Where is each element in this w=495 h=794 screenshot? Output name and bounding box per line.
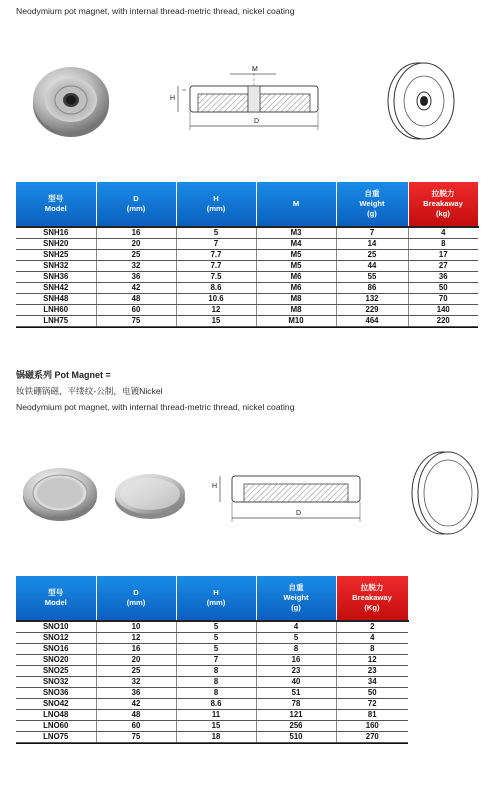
table-cell: 132: [336, 294, 408, 305]
table-cell: 14: [336, 239, 408, 250]
table-cell: SNH32: [16, 261, 96, 272]
table-cell: 12: [176, 305, 256, 316]
table-cell: 36: [408, 272, 478, 283]
spec-table-pot: [16, 576, 408, 744]
table-cell: 4: [256, 621, 336, 633]
table-cell: 8: [408, 239, 478, 250]
pot-section-diagram: [210, 466, 382, 526]
table-row: [16, 239, 478, 250]
diagram-label-m: M: [252, 66, 258, 73]
table-cell: 5: [176, 227, 256, 239]
col2-weight: 自重 Weight (g): [256, 576, 336, 621]
table-cell: SNH16: [16, 227, 96, 239]
table-cell: 7: [176, 655, 256, 666]
section-subtitle-en: Neodymium pot magnet, with internal thread-metric thread, nickel coating: [16, 402, 295, 412]
table-cell: 34: [336, 677, 408, 688]
pot-magnet-face-photo: [20, 466, 100, 522]
col2-model: 型号 Model: [16, 576, 96, 621]
col-breakaway: 拉脱力 Breakaway (kg): [408, 182, 478, 227]
table-cell: 4: [336, 633, 408, 644]
table-cell: LNH75: [16, 316, 96, 327]
table-cell: M4: [256, 239, 336, 250]
table-cell: 12: [336, 655, 408, 666]
table-row: [16, 283, 478, 294]
table-cell: 8.6: [176, 699, 256, 710]
table-row: [16, 294, 478, 305]
table-row: [16, 655, 408, 666]
table-cell: 8: [176, 666, 256, 677]
table-cell: 121: [256, 710, 336, 721]
table-cell: 23: [336, 666, 408, 677]
table-cell: 81: [336, 710, 408, 721]
table-cell: 4: [408, 227, 478, 239]
table-cell: 16: [96, 644, 176, 655]
top-caption: Neodymium pot magnet, with internal thread-metric thread, nickel coating: [16, 6, 295, 16]
table-cell: 75: [96, 732, 176, 743]
table-cell: 70: [408, 294, 478, 305]
table-cell: 7.7: [176, 250, 256, 261]
table-row: [16, 621, 408, 633]
table-row: [16, 677, 408, 688]
table-cell: SNO12: [16, 633, 96, 644]
table-cell: 220: [408, 316, 478, 327]
table-cell: 40: [256, 677, 336, 688]
table-row: [16, 721, 408, 732]
table-cell: 11: [176, 710, 256, 721]
table-cell: 10.6: [176, 294, 256, 305]
table-cell: SNO42: [16, 699, 96, 710]
table-cell: 18: [176, 732, 256, 743]
diagram2-label-d: D: [296, 510, 302, 517]
table-row: [16, 710, 408, 721]
spec-table-threaded: [16, 182, 478, 328]
table-cell: LNH60: [16, 305, 96, 316]
col-diameter: D (mm): [96, 182, 176, 227]
pot-magnet-threaded-photo: [30, 60, 112, 142]
col-model: 型号 Model: [16, 182, 96, 227]
table-cell: 16: [256, 655, 336, 666]
table-cell: 464: [336, 316, 408, 327]
table-row: [16, 261, 478, 272]
table-cell: 36: [96, 688, 176, 699]
table-cell: SNH42: [16, 283, 96, 294]
table-row: [16, 305, 478, 316]
table-cell: 72: [336, 699, 408, 710]
table-cell: 8: [176, 677, 256, 688]
table-cell: 5: [176, 644, 256, 655]
diagram2-label-h: H: [212, 483, 218, 490]
table-cell: 23: [256, 666, 336, 677]
table-cell: LNO48: [16, 710, 96, 721]
table-row: [16, 316, 478, 327]
table-cell: M6: [256, 283, 336, 294]
threaded-magnet-line-drawing: [384, 60, 460, 142]
section-subtitle-zh: 钕铁硼锅磁，平缕纹-公制，电镀Nickel: [16, 386, 163, 396]
table-cell: 140: [408, 305, 478, 316]
table-cell: 15: [176, 721, 256, 732]
table-cell: SNO36: [16, 688, 96, 699]
table-cell: 160: [336, 721, 408, 732]
table-row: [16, 732, 408, 743]
table-cell: 86: [336, 283, 408, 294]
table-cell: 10: [96, 621, 176, 633]
col2-breakaway: 拉脱力 Breakaway (Kg): [336, 576, 408, 621]
table-cell: 12: [96, 633, 176, 644]
table-row: [16, 227, 478, 239]
table-cell: 20: [96, 239, 176, 250]
table-cell: SNH48: [16, 294, 96, 305]
table-cell: 36: [96, 272, 176, 283]
table-cell: 270: [336, 732, 408, 743]
table-row: [16, 699, 408, 710]
table-cell: 75: [96, 316, 176, 327]
table-cell: SNO20: [16, 655, 96, 666]
table-cell: 48: [96, 294, 176, 305]
table-cell: 44: [336, 261, 408, 272]
table-cell: 17: [408, 250, 478, 261]
col-thread: M: [256, 182, 336, 227]
table-cell: 25: [96, 666, 176, 677]
table-cell: SNH25: [16, 250, 96, 261]
col-weight: 自重 Weight (g): [336, 182, 408, 227]
table-cell: 15: [176, 316, 256, 327]
table-cell: SNO10: [16, 621, 96, 633]
table-cell: 256: [256, 721, 336, 732]
table-cell: M10: [256, 316, 336, 327]
table-row: [16, 272, 478, 283]
table-cell: 50: [336, 688, 408, 699]
table-cell: 8: [176, 688, 256, 699]
table-cell: SNH20: [16, 239, 96, 250]
table-cell: 32: [96, 677, 176, 688]
table-cell: 50: [408, 283, 478, 294]
table-cell: 48: [96, 710, 176, 721]
table-row: [16, 688, 408, 699]
table-cell: 5: [176, 621, 256, 633]
table-cell: 25: [336, 250, 408, 261]
table-cell: 32: [96, 261, 176, 272]
table-cell: M5: [256, 261, 336, 272]
table-cell: 8: [336, 644, 408, 655]
diagram-label-h: H: [170, 95, 176, 102]
table-cell: M5: [256, 250, 336, 261]
table-cell: M8: [256, 305, 336, 316]
table-cell: 7: [176, 239, 256, 250]
table-cell: LNO60: [16, 721, 96, 732]
table-cell: 20: [96, 655, 176, 666]
col-height: H (mm): [176, 182, 256, 227]
table-cell: SNO25: [16, 666, 96, 677]
table-cell: 229: [336, 305, 408, 316]
table-cell: 510: [256, 732, 336, 743]
col2-diameter: D (mm): [96, 576, 176, 621]
diagram-label-d: D: [254, 118, 260, 125]
table-cell: 8.6: [176, 283, 256, 294]
table-cell: 42: [96, 283, 176, 294]
table-cell: M3: [256, 227, 336, 239]
table-cell: 78: [256, 699, 336, 710]
pot-magnet-back-photo: [112, 470, 188, 520]
section-title: 锅磁系列 Pot Magnet =: [16, 370, 111, 380]
table-cell: 5: [176, 633, 256, 644]
table-cell: 7.5: [176, 272, 256, 283]
table-row: [16, 666, 408, 677]
table-cell: 7.7: [176, 261, 256, 272]
table-cell: SNO16: [16, 644, 96, 655]
table-cell: 5: [256, 633, 336, 644]
table-cell: M8: [256, 294, 336, 305]
table-cell: SNO32: [16, 677, 96, 688]
table-row: [16, 644, 408, 655]
table-cell: SNH36: [16, 272, 96, 283]
table-cell: 25: [96, 250, 176, 261]
col2-height: H (mm): [176, 576, 256, 621]
table-cell: 60: [96, 305, 176, 316]
threaded-section-diagram: [168, 66, 340, 136]
table-cell: 27: [408, 261, 478, 272]
pot-magnet-line-drawing: [408, 448, 484, 538]
table-cell: LNO75: [16, 732, 96, 743]
table-row: [16, 250, 478, 261]
table-cell: 60: [96, 721, 176, 732]
table-cell: 16: [96, 227, 176, 239]
table-cell: 51: [256, 688, 336, 699]
table-cell: 7: [336, 227, 408, 239]
table-cell: 8: [256, 644, 336, 655]
table-cell: 55: [336, 272, 408, 283]
table-row: [16, 633, 408, 644]
table-cell: 2: [336, 621, 408, 633]
table-cell: M6: [256, 272, 336, 283]
table-cell: 42: [96, 699, 176, 710]
